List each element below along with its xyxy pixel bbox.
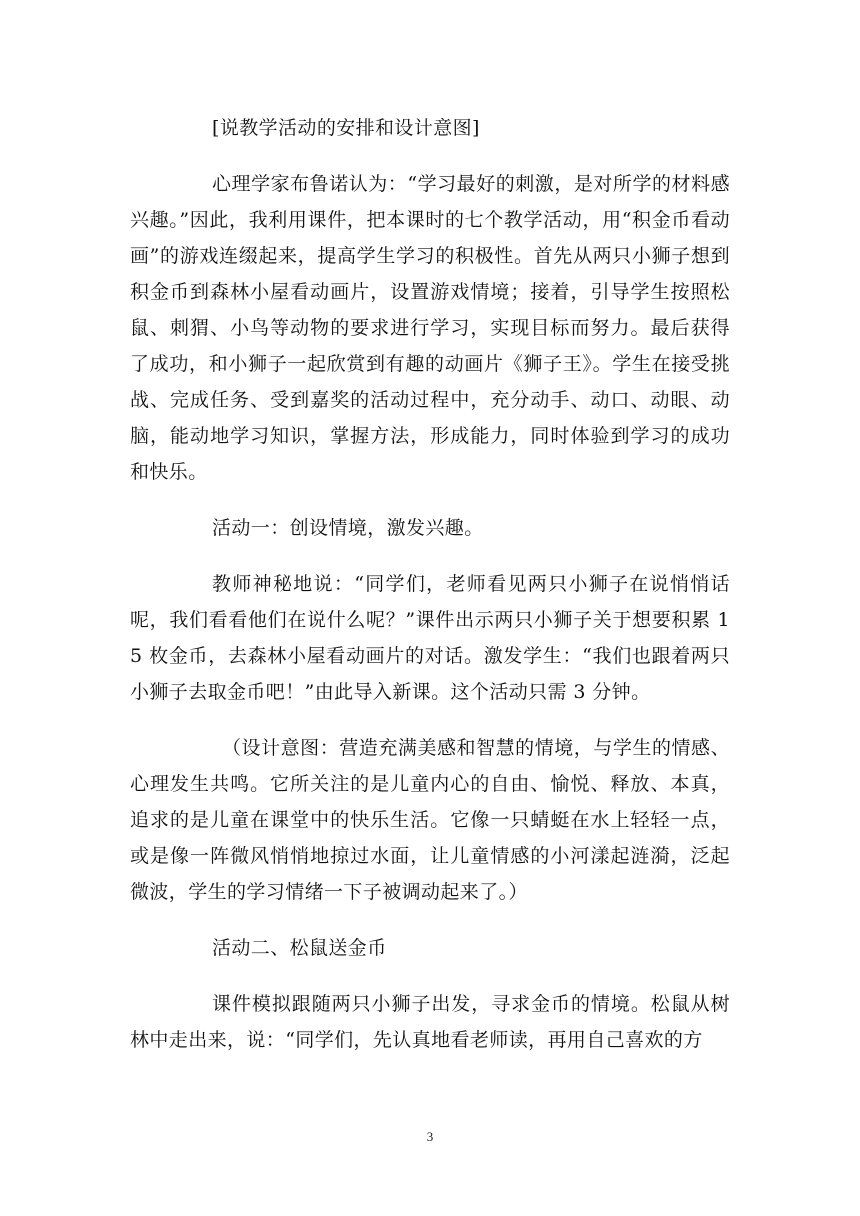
paragraph-gap	[130, 966, 730, 986]
page-number: 3	[426, 1129, 434, 1144]
design-intent-note: （设计意图：营造充满美感和智慧的情境，与学生的情感、心理发生共鸣。它所关注的是儿童内心的自由、愉悦、释放、本真，追求的是儿童在课堂中的快乐生活。它像一只蜻蜓在水上轻轻一点，或是像一阵微风悄悄地掠过水面，让儿童情感的小河漾起涟漪，泛起微波，学生的学习情绪一下子被调动起来了。）	[130, 737, 730, 903]
paragraph-gap	[130, 490, 730, 510]
paragraph-activity-one: 教师神秘地说：“同学们，老师看见两只小狮子在说悄悄话呢，我们看看他们在说什么呢？”课件出示两只小狮子关于想要积累 15 枚金币，去森林小屋看动画片的对话。激发学生：“我们也跟着两只小狮子去取金币吧！”由此导入新课。这个活动只需 3 分钟。	[130, 573, 730, 703]
activity-two-heading: 活动二、松鼠送金币	[212, 937, 387, 959]
paragraph-activity-two: 课件模拟跟随两只小狮子出发，寻求金币的情境。松鼠从树林中走出来，说：“同学们，先认真地看老师读，再用自己喜欢的方	[130, 993, 730, 1051]
paragraph-intro: 心理学家布鲁诺认为：“学习最好的刺激，是对所学的材料感兴趣。”因此，我利用课件，把本课时的七个教学活动，用“积金币看动画”的游戏连缀起来，提高学生学习的积极性。首先从两只小狮子想到积金币到森林小屋看动画片，设置游戏情境；接着，引导学生按照松鼠、刺猬、小鸟等动物的要求进行学习，实现目标而努力。最后获得了成功，和小狮子一起欣赏到有趣的动画片《狮子王》。学生在接受挑战、完成任务、受到嘉奖的活动过程中，充分动手、动口、动眼、动脑，能动地学习知识，掌握方法，形成能力，同时体验到学习的成功和快乐。	[130, 173, 730, 483]
page-body	[130, 110, 730, 1058]
paragraph-gap	[130, 710, 730, 730]
activity-one-heading: 活动一：创设情境，激发兴趣。	[212, 517, 484, 539]
paragraph-gap	[130, 910, 730, 930]
section-heading: [说教学活动的安排和设计意图]	[212, 117, 480, 139]
paragraph-gap	[130, 546, 730, 566]
paragraph-gap	[130, 146, 730, 166]
